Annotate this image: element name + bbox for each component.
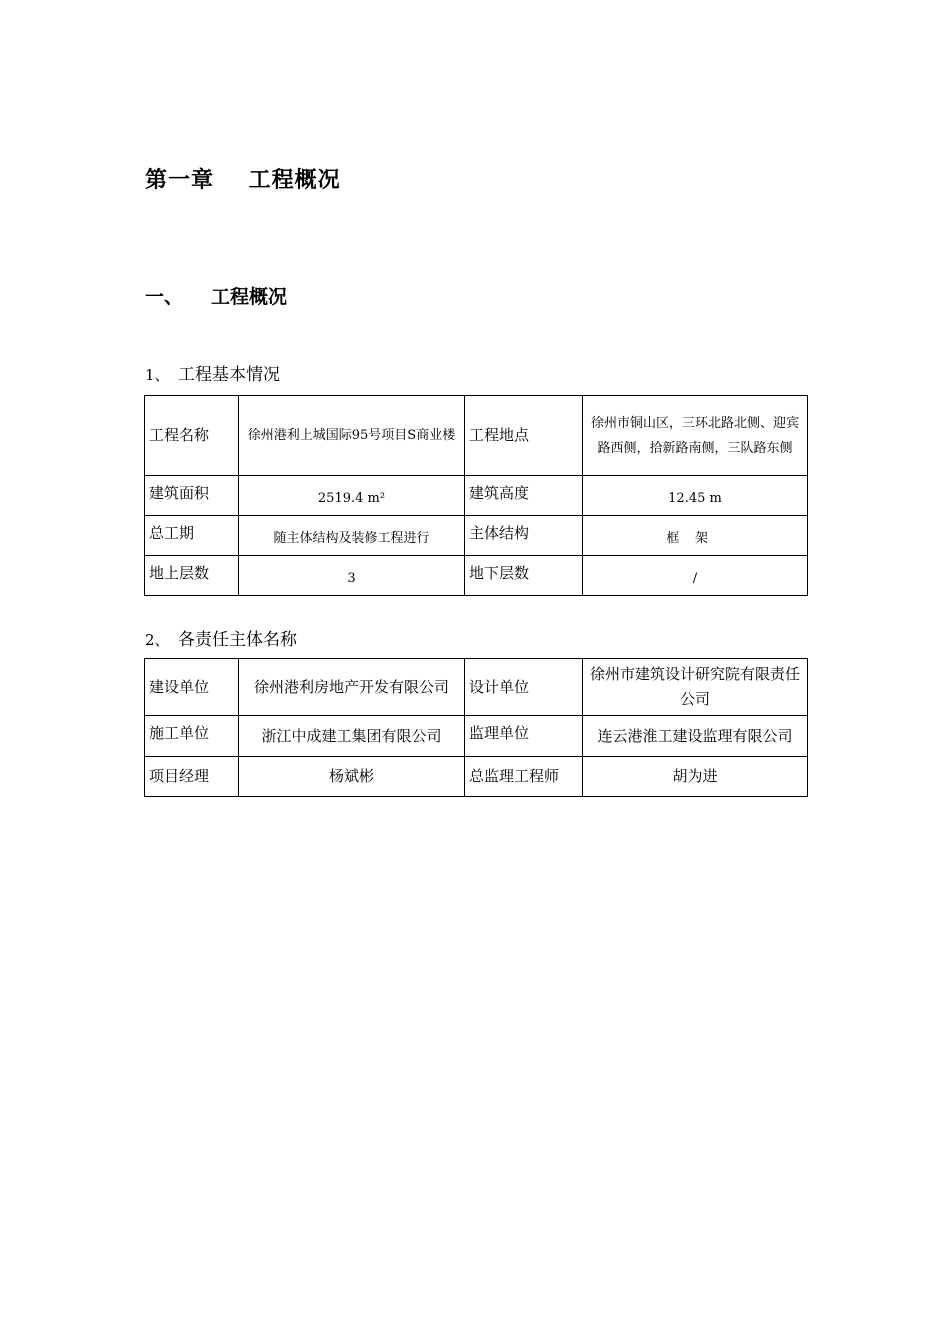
table-cell-label: 地下层数 bbox=[465, 556, 583, 596]
table-cell-label: 建设单位 bbox=[145, 659, 239, 716]
subsection-number: 1、 bbox=[145, 366, 170, 384]
section-number: 一、 bbox=[145, 286, 184, 308]
table-cell-label: 地上层数 bbox=[145, 556, 239, 596]
subsection-title-text: 工程基本情况 bbox=[178, 365, 280, 385]
table-cell-value: 徐州市建筑设计研究院有限责任公司 bbox=[583, 659, 808, 716]
table-cell-value: 框架 bbox=[583, 516, 808, 556]
table-row bbox=[145, 396, 808, 476]
table-cell-value: 杨斌彬 bbox=[239, 757, 465, 797]
table-cell-value: 徐州港利上城国际95号项目S商业楼 bbox=[239, 396, 465, 476]
table-row bbox=[145, 476, 808, 516]
table-cell-label: 建筑高度 bbox=[465, 476, 583, 516]
table-row bbox=[145, 516, 808, 556]
table-row bbox=[145, 716, 808, 757]
table-cell-label: 设计单位 bbox=[465, 659, 583, 716]
table-row bbox=[145, 556, 808, 596]
section-title-text: 工程概况 bbox=[211, 286, 288, 308]
table-cell-label: 工程名称 bbox=[145, 396, 239, 476]
table-cell-value: 胡为进 bbox=[583, 757, 808, 797]
table-cell-label: 总监理工程师 bbox=[465, 757, 583, 797]
table-cell-value: / bbox=[583, 556, 808, 596]
project-basic-info-table bbox=[144, 395, 808, 596]
table-cell-label: 建筑面积 bbox=[145, 476, 239, 516]
responsible-parties-table bbox=[144, 658, 808, 797]
table-cell-value: 连云港淮工建设监理有限公司 bbox=[583, 716, 808, 757]
table-cell-label: 工程地点 bbox=[465, 396, 583, 476]
table-cell-label: 主体结构 bbox=[465, 516, 583, 556]
table-cell-value: 浙江中成建工集团有限公司 bbox=[239, 716, 465, 757]
table-cell-value: 3 bbox=[239, 556, 465, 596]
table-cell-label: 施工单位 bbox=[145, 716, 239, 757]
table-cell-label: 项目经理 bbox=[145, 757, 239, 797]
table-row bbox=[145, 757, 808, 797]
subsection-title-text: 各责任主体名称 bbox=[178, 630, 297, 650]
subsection-heading-basic-info bbox=[145, 360, 280, 385]
table-cell-value: 2519.4 m² bbox=[239, 476, 465, 516]
table-cell-value: 徐州港利房地产开发有限公司 bbox=[239, 659, 465, 716]
table-cell-value: 12.45 m bbox=[583, 476, 808, 516]
table-cell-label: 总工期 bbox=[145, 516, 239, 556]
chapter-title: 第一章 工程概况 bbox=[145, 168, 341, 193]
subsection-number: 2、 bbox=[145, 631, 170, 649]
table-cell-value: 徐州市铜山区，三环北路北侧、迎宾路西侧，拾新路南侧，三队路东侧 bbox=[583, 396, 808, 476]
table-row bbox=[145, 659, 808, 716]
section-heading bbox=[145, 282, 287, 309]
table-cell-label: 监理单位 bbox=[465, 716, 583, 757]
table-cell-value: 随主体结构及装修工程进行 bbox=[239, 516, 465, 556]
subsection-heading-responsible-parties bbox=[145, 625, 297, 650]
